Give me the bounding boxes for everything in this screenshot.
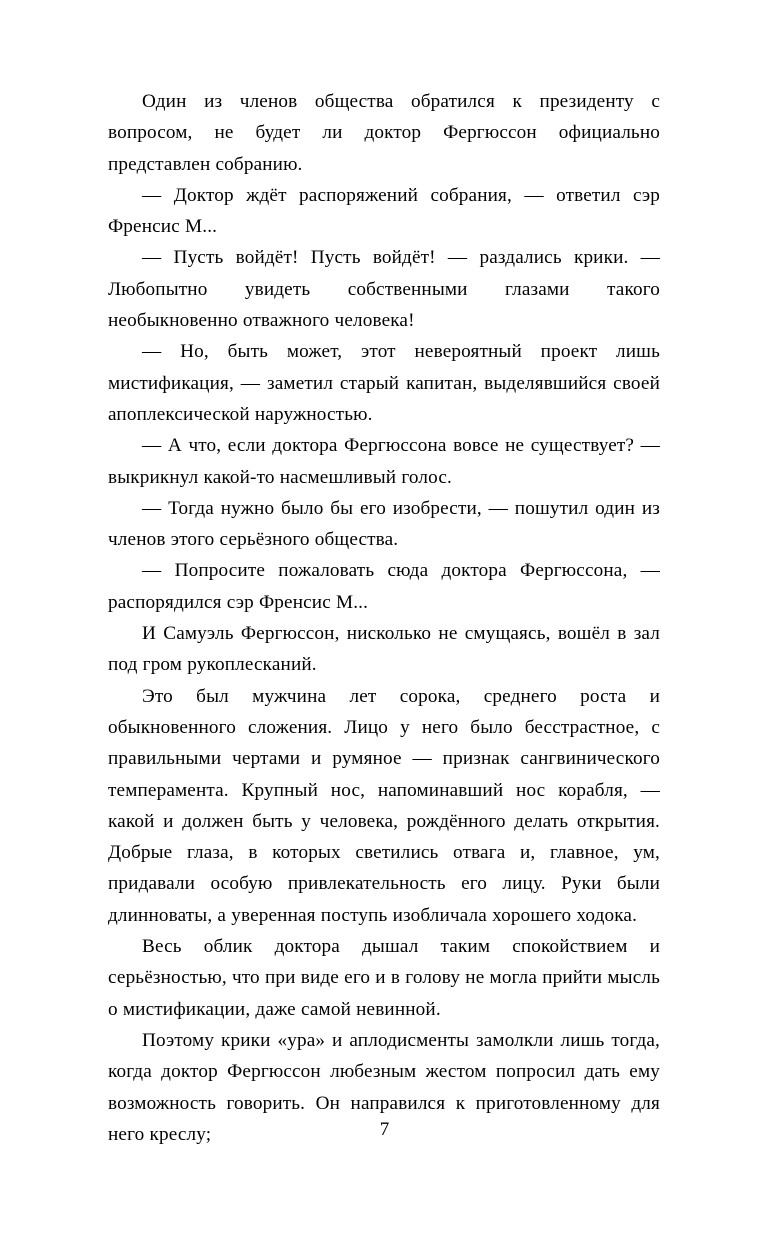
paragraph: И Самуэль Фергюссон, нисколько не смущаясь, вошёл в зал под гром рукоплесканий.	[108, 623, 660, 676]
paragraph: — Попросите пожаловать сюда доктора Фергюссона, — распорядился сэр Френсис М...	[108, 560, 660, 613]
paragraph: — Но, быть может, этот невероятный проект лишь мистификация, — заметил старый капитан, выделявшийся своей апоплексической наружностью.	[108, 341, 660, 425]
paragraph: Это был мужчина лет сорока, среднего роста и обыкновенного сложения. Лицо у него было бесстрастное, с правильными чертами и румяное — признак сангвинического темперамента. Крупный нос, напоминавший нос корабля, — какой и должен быть у человека, рождённого делать открытия. Добрые глаза, в которых светились отвага и, главное, ум, придавали особую привлекательность его лицу. Руки были длинноваты, а уверенная поступь изобличала хорошего ходока.	[108, 685, 660, 926]
paragraph: — А что, если доктора Фергюссона вовсе не существует? — выкрикнул какой-то насмешливый голос.	[108, 435, 660, 488]
paragraph: — Тогда нужно было бы его изобрести, — пошутил один из членов этого серьёзного общества.	[108, 497, 660, 551]
body-text-column	[108, 86, 660, 1150]
paragraph: Поэтому крики «ура» и аплодисменты замолкли лишь тогда, когда доктор Фергюссон любезным жестом попросил дать ему возможность говорить. Он направился к приготовленному для него креслу;	[108, 1029, 660, 1145]
paragraph: — Пусть войдёт! Пусть войдёт! — раздались крики. — Любопытно увидеть собственными глазами такого необыкновенно отважного человека!	[108, 247, 660, 332]
paragraph: Один из членов общества обратился к президенту с вопросом, не будет ли доктор Фергюссон официально представлен собранию.	[108, 91, 660, 175]
page-number: 7	[379, 1119, 390, 1140]
paragraph: Весь облик доктора дышал таким спокойствием и серьёзностью, что при виде его и в голову не могла прийти мысль о мистификации, даже самой невинной.	[108, 936, 660, 1020]
paragraph: — Доктор ждёт распоряжений собрания, — ответил сэр Френсис М...	[108, 184, 660, 238]
